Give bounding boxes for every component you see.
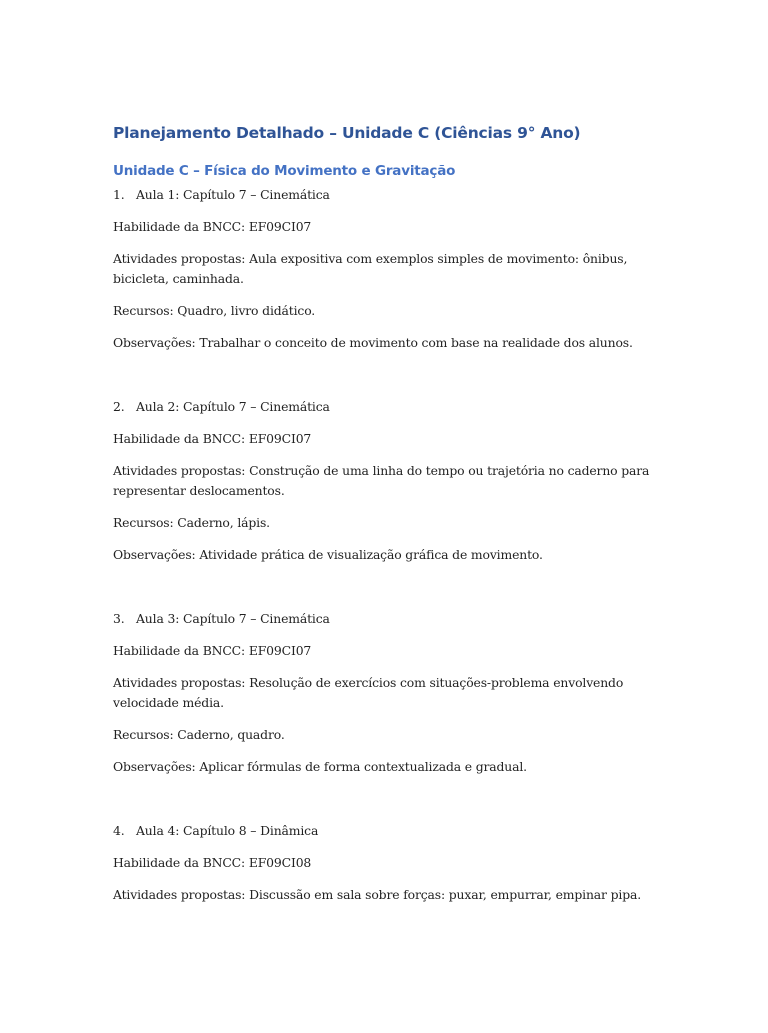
lesson-heading: [113, 185, 653, 205]
lesson-activities-line-1: Atividades propostas: Construção de uma linha do tempo ou trajetória no caderno para: [113, 463, 650, 478]
lesson-skill: Habilidade da BNCC: EF09CI08: [113, 855, 312, 870]
lesson-notes: Observações: Atividade prática de visualização gráfica de movimento.: [113, 547, 543, 562]
lesson-list: [113, 185, 653, 1033]
lesson-title: Aula 1: Capítulo 7 – Cinemática: [136, 187, 330, 202]
lesson-title: Aula 4: Capítulo 8 – Dinâmica: [136, 823, 319, 838]
lesson-number: 2.: [113, 399, 125, 414]
lesson-activities-line-1: Atividades propostas: Discussão em sala sobre forças: puxar, empurrar, empinar pipa.: [113, 887, 642, 902]
lesson-activities-line-2: velocidade média.: [113, 695, 224, 710]
unit-heading: Unidade C – Física do Movimento e Gravitação: [113, 163, 456, 179]
lesson-activities-line-2: representar deslocamentos.: [113, 483, 285, 498]
lesson-activities-line-1: Atividades propostas: Resolução de exercícios com situações-problema envolvendo: [113, 675, 624, 690]
lesson-activities-line-2: bicicleta, caminhada.: [113, 271, 244, 286]
lesson-skill: Habilidade da BNCC: EF09CI07: [113, 219, 312, 234]
lesson-notes: Observações: Aplicar fórmulas de forma contextualizada e gradual.: [113, 759, 527, 774]
lesson-item: [113, 609, 653, 821]
lesson-item: [113, 821, 653, 1033]
lesson-heading: [113, 609, 653, 629]
document-title: Planejamento Detalhado – Unidade C (Ciências 9° Ano): [113, 124, 581, 142]
lesson-resources: Recursos: Quadro, livro didático.: [113, 303, 316, 318]
lesson-heading: [113, 821, 653, 841]
lesson-resources: Recursos: Caderno, quadro.: [113, 727, 285, 742]
lesson-skill: Habilidade da BNCC: EF09CI07: [113, 643, 312, 658]
lesson-number: 1.: [113, 187, 125, 202]
lesson-item: [113, 397, 653, 609]
lesson-skill: Habilidade da BNCC: EF09CI07: [113, 431, 312, 446]
lesson-resources: Recursos: Caderno, lápis.: [113, 515, 270, 530]
lesson-activities-line-1: Atividades propostas: Aula expositiva com exemplos simples de movimento: ônibus,: [113, 251, 628, 266]
lesson-number: 4.: [113, 823, 125, 838]
lesson-item: [113, 185, 653, 397]
lesson-number: 3.: [113, 611, 125, 626]
lesson-title: Aula 2: Capítulo 7 – Cinemática: [136, 399, 330, 414]
lesson-notes: Observações: Trabalhar o conceito de movimento com base na realidade dos alunos.: [113, 335, 633, 350]
lesson-title: Aula 3: Capítulo 7 – Cinemática: [136, 611, 330, 626]
lesson-heading: [113, 397, 653, 417]
